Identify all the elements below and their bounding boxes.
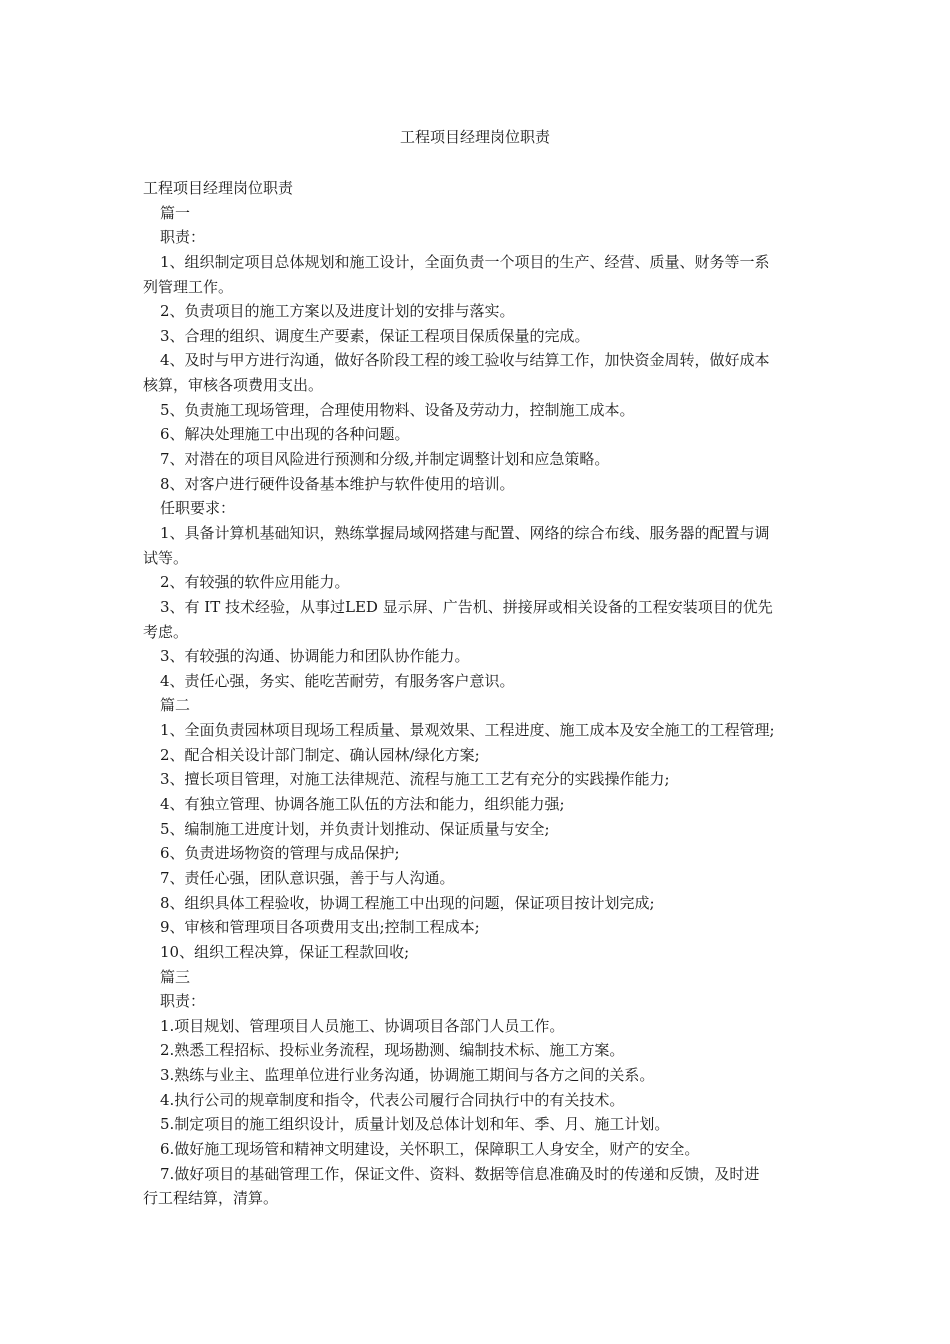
document-title: 工程项目经理岗位职责 — [399, 128, 550, 146]
text-line: 任职要求： — [160, 499, 236, 518]
text-line: 4、有独立管理、协调各施工队伍的方法和能力，组织能力强; — [160, 795, 565, 814]
text-line: 9、审核和管理项目各项费用支出;控制工程成本; — [160, 918, 480, 937]
text-line: 7.做好项目的基础管理工作，保证文件、资料、数据等信息准确及时的传递和反馈，及时进 — [160, 1164, 760, 1183]
text-line: 10、组织工程决算，保证工程款回收; — [160, 942, 410, 961]
text-line: 篇三 — [160, 967, 191, 986]
text-line: 试等。 — [143, 548, 189, 567]
text-line: 工程项目经理岗位职责 — [143, 179, 294, 197]
text-line: 2、有较强的软件应用能力。 — [160, 573, 350, 592]
text-line: 列管理工作。 — [143, 277, 234, 296]
text-line: 6.做好施工现场管和精神文明建设，关怀职工，保障职工人身安全，财产的安全。 — [160, 1139, 700, 1158]
text-line: 4.执行公司的规章制度和指令，代表公司履行合同执行中的有关技术。 — [160, 1090, 625, 1109]
text-line: 8、组织具体工程验收，协调工程施工中出现的问题，保证项目按计划完成; — [160, 893, 655, 912]
text-line: 7、责任心强，团队意识强，善于与人沟通。 — [160, 868, 455, 887]
text-line: 2、负责项目的施工方案以及进度计划的安排与落实。 — [160, 302, 515, 321]
text-line: 3.熟练与业主、监理单位进行业务沟通，协调施工期间与各方之间的关系。 — [160, 1066, 655, 1085]
text-line: 职责： — [160, 992, 206, 1011]
text-line: 1、具备计算机基础知识，熟练掌握局域网搭建与配置、网络的综合布线、服务器的配置与调 — [160, 523, 770, 542]
text-line: 3、有 IT 技术经验，从事过LED 显示屏、广告机、拼接屏或相关设备的工程安装项目的优先 — [160, 597, 773, 616]
text-line: 6、负责进场物资的管理与成品保护; — [160, 844, 400, 863]
text-line: 4、责任心强，务实、能吃苦耐劳，有服务客户意识。 — [160, 671, 515, 690]
document-body — [143, 176, 818, 1211]
text-line: 核算，审核各项费用支出。 — [143, 376, 324, 395]
text-line: 5、编制施工进度计划，并负责计划推动、保证质量与安全; — [160, 819, 550, 838]
text-line: 1、全面负责园林项目现场工程质量、景观效果、工程进度、施工成本及安全施工的工程管理; — [160, 721, 775, 740]
text-line: 5、负责施工现场管理，合理使用物料、设备及劳动力，控制施工成本。 — [160, 400, 635, 419]
text-line: 篇一 — [160, 203, 191, 222]
text-line: 1、组织制定项目总体规划和施工设计，全面负责一个项目的生产、经营、质量、财务等一系 — [160, 252, 770, 271]
text-line: 考虑。 — [143, 622, 189, 641]
text-line: 篇二 — [160, 696, 191, 715]
text-line: 5.制定项目的施工组织设计，质量计划及总体计划和年、季、月、施工计划。 — [160, 1115, 670, 1134]
text-line: 2、配合相关设计部门制定、确认园林/绿化方案; — [160, 745, 480, 764]
text-line: 4、及时与甲方进行沟通，做好各阶段工程的竣工验收与结算工作，加快资金周转，做好成本 — [160, 351, 770, 370]
text-line: 7、对潜在的项目风险进行预测和分级,并制定调整计划和应急策略。 — [160, 450, 610, 469]
text-line: 3、有较强的沟通、协调能力和团队协作能力。 — [160, 647, 470, 666]
text-line: 1.项目规划、管理项目人员施工、协调项目各部门人员工作。 — [160, 1016, 565, 1035]
text-line: 3、合理的组织、调度生产要素，保证工程项目保质保量的完成。 — [160, 326, 590, 345]
text-line: 8、对客户进行硬件设备基本维护与软件使用的培训。 — [160, 474, 515, 493]
text-line: 3、擅长项目管理，对施工法律规范、流程与施工工艺有充分的实践操作能力; — [160, 770, 670, 789]
text-line: 2.熟悉工程招标、投标业务流程，现场勘测、编制技术标、施工方案。 — [160, 1041, 625, 1060]
text-line: 职责： — [160, 228, 206, 247]
text-line: 行工程结算，清算。 — [143, 1189, 279, 1208]
text-line: 6、解决处理施工中出现的各种问题。 — [160, 425, 410, 444]
